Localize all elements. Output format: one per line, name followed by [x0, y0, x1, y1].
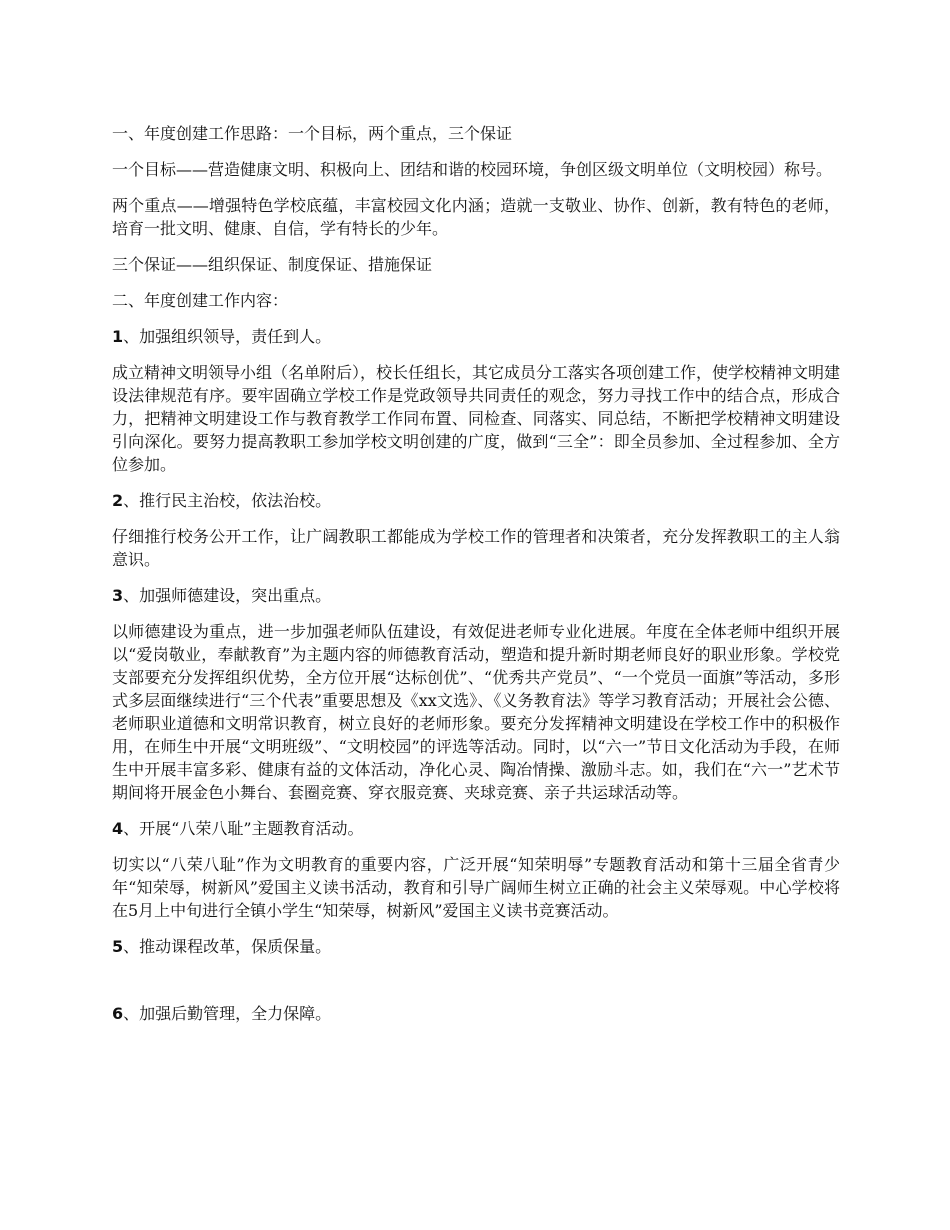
item-number: 2 [112, 491, 124, 510]
section1-heading: 一、年度创建工作思路：一个目标，两个重点，三个保证 [112, 124, 513, 143]
item-3-body: 以师德建设为重点，进一步加强老师队伍建设，有效促进老师专业化进展。年度在全体老师中组织开展以“爱岗敬业，奉献教育”为主题内容的师德教育活动，塑造和提升新时期老师良好的职业形象。学校党支部要充分发挥组织优势，全方位开展“达标创优”、“优秀共产党员”、“一个党员一面旗”等活动，多形式多层面继续进行“三个代表”重要思想及《xx文选》、《义务教育法》等学习教育活动；开展社会公德、老师职业道德和文明常识教育，树立良好的老师形象。要充分发挥精神文明建设在学校工作中的积极作用，在师生中开展“文明班级”、“文明校园”的评选等活动。同时，以“六一”节日文化活动为手段，在师生中开展丰富多彩、健康有益的文体活动，净化心灵、陶冶情操、激励斗志。如，我们在“六一”艺术节期间将开展金色小舞台、套圈竞赛、穿衣服竞赛、夹球竞赛、亲子共运球活动等。 [112, 622, 840, 802]
item-1-heading [112, 325, 840, 348]
item-6-heading [112, 1002, 840, 1025]
item-title: 、推行民主治校，依法治校。 [123, 491, 332, 510]
item-4-body: 切实以“八荣八耻”作为文明教育的重要内容，广泛开展“知荣明辱”专题教育活动和第十三届全省青少年“知荣辱，树新风”爱国主义读书活动，教育和引导广阔师生树立正确的社会主义荣辱观。中心学校将在5月上中旬进行全镇小学生“知荣辱，树新风”爱国主义读书竞赛活动。 [112, 855, 840, 920]
focus-paragraph: 两个重点——增强特色学校底蕴，丰富校园文化内涵；造就一支敬业、协作、创新，教有特色的老师，培育一批文明、健康、自信，学有特长的少年。 [112, 196, 840, 238]
item-title: 、开展“八荣八耻”主题教育活动。 [123, 819, 364, 838]
item-number: 1 [112, 327, 124, 346]
item-number: 6 [112, 1004, 124, 1023]
item-title: 、加强组织领导，责任到人。 [123, 327, 332, 346]
guarantee-paragraph: 三个保证——组织保证、制度保证、措施保证 [112, 255, 433, 274]
item-5-heading [112, 935, 840, 958]
item-number: 5 [112, 937, 124, 956]
item-2-heading [112, 489, 840, 512]
item-title: 、推动课程改革，保质保量。 [123, 937, 332, 956]
item-number: 4 [112, 819, 124, 838]
item-title: 、加强后勤管理，全力保障。 [123, 1004, 332, 1023]
document-page [112, 122, 840, 1025]
goal-paragraph: 一个目标——营造健康文明、积极向上、团结和谐的校园环境，争创区级文明单位（文明校园）称号。 [112, 160, 833, 179]
item-2-body: 仔细推行校务公开工作，让广阔教职工都能成为学校工作的管理者和决策者，充分发挥教职工的主人翁意识。 [112, 527, 840, 569]
item-number: 3 [112, 586, 124, 605]
item-3-heading [112, 584, 840, 607]
item-4-heading [112, 817, 840, 840]
item-1-body: 成立精神文明领导小组（名单附后），校长任组长，其它成员分工落实各项创建工作，使学校精神文明建设法律规范有序。要牢固确立学校工作是党政领导共同责任的观念，努力寻找工作中的结合点，形成合力，把精神文明建设工作与教育教学工作同布置、同检查、同落实、同总结，不断把学校精神文明建设引向深化。要努力提高教职工参加学校文明创建的广度，做到“三全”：即全员参加、全过程参加、全方位参加。 [112, 363, 841, 474]
section2-heading: 二、年度创建工作内容： [112, 291, 289, 310]
item-title: 、加强师德建设，突出重点。 [123, 586, 332, 605]
